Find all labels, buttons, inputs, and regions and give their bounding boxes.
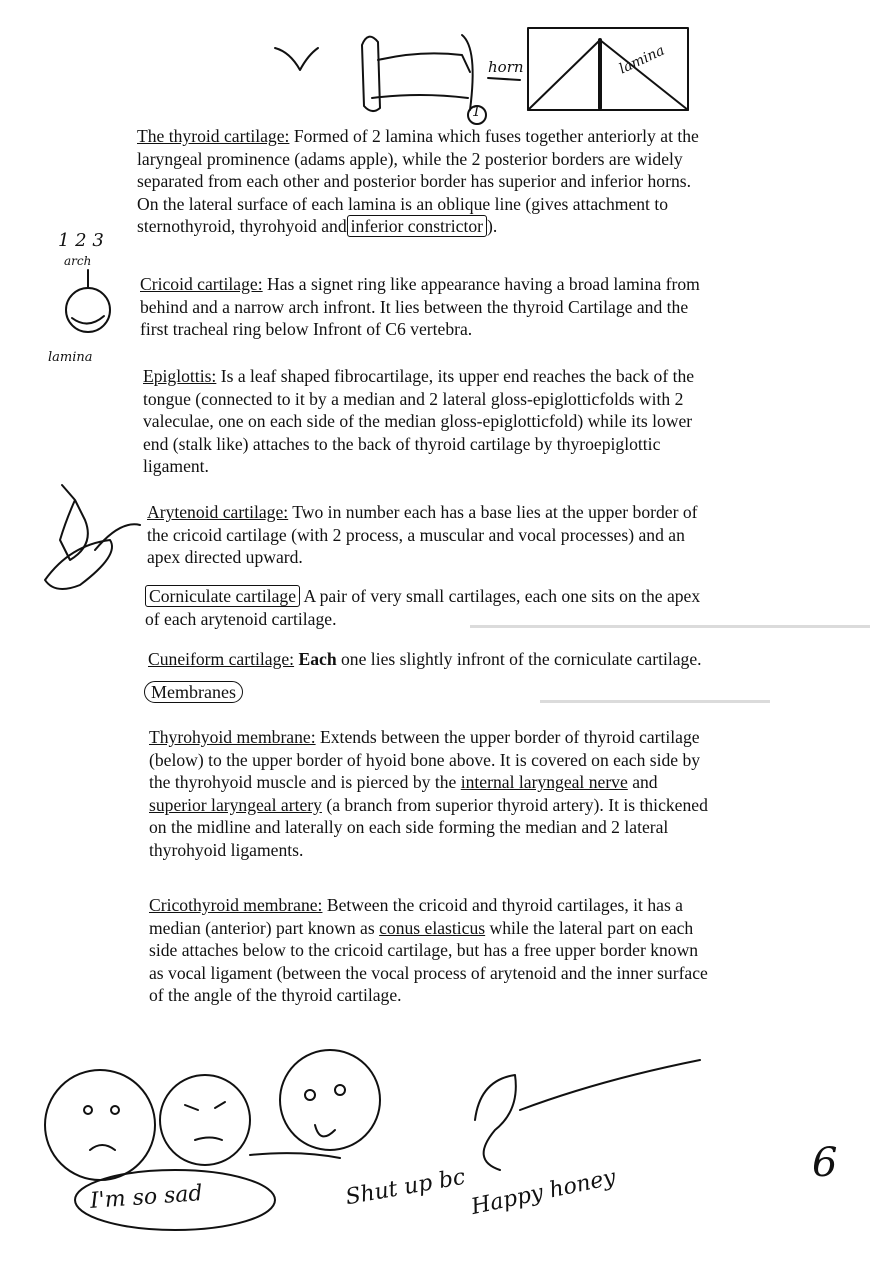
thyroid-line-1 bbox=[137, 125, 857, 148]
term-arytenoid-cartilage: Arytenoid cartilage: bbox=[147, 502, 289, 522]
paragraph-cuneiform-cartilage bbox=[148, 648, 868, 671]
scan-noise bbox=[470, 625, 870, 628]
angry-face-doodle bbox=[160, 1075, 250, 1165]
cricothyroid-line-1-text: Between the cricoid and thyroid cartilages, it has a bbox=[322, 895, 683, 915]
sad-face-eye-right bbox=[111, 1106, 119, 1114]
heading-membranes-text: Membranes bbox=[144, 681, 243, 703]
cricoid-ring-sketch bbox=[66, 288, 110, 332]
thyrohyoid-line-4-post: (a branch from superior thyroid artery). It is thickened bbox=[321, 794, 708, 815]
cuneiform-line-1 bbox=[148, 648, 868, 671]
arytenoid-line-2: the cricoid cartilage (with 2 process, a muscular and vocal processes) and an bbox=[147, 524, 685, 545]
handwritten-shut-up: Shut up bc bbox=[343, 1164, 468, 1211]
thyrohyoid-line-3-post: and bbox=[627, 772, 658, 793]
epiglottis-line-2: tongue (connected to it by a median and 2 lateral gloss-epiglotticfolds with 2 bbox=[143, 388, 684, 409]
arytenoid-line-1-text: Two in number each has a base lies at the upper border of bbox=[288, 502, 698, 522]
paragraph-arytenoid-cartilage bbox=[147, 501, 867, 569]
cricoid-line-1-text: Has a signet ring like appearance having a broad lamina from bbox=[262, 274, 700, 294]
sad-face-mouth bbox=[90, 1145, 115, 1150]
handwritten-number-1: 1 bbox=[472, 104, 481, 120]
boxed-inferior-constrictor: inferior constrictor bbox=[347, 215, 487, 237]
corniculate-line-1-text: A pair of very small cartilages, each one sits on the apex bbox=[300, 586, 701, 606]
thyrohyoid-line-3-pre: the thyrohyoid muscle and is pierced by the bbox=[149, 772, 461, 793]
happy-swirl bbox=[475, 1075, 516, 1170]
angry-face-eyes bbox=[185, 1102, 225, 1110]
cricothyroid-line-5: of the angle of the thyroid cartilage. bbox=[149, 985, 402, 1006]
corniculate-line-1 bbox=[145, 585, 865, 608]
thyrohyoid-line-1-text: Extends between the upper border of thyroid cartilage bbox=[315, 727, 700, 747]
cricothyroid-line-4: as vocal ligament (between the vocal process of arytenoid and the inner surface bbox=[149, 962, 708, 983]
tongue-face-tongue bbox=[315, 1125, 335, 1136]
corniculate-line-2: of each arytenoid cartilage. bbox=[145, 608, 337, 629]
thyroid-line-2: laryngeal prominence (adams apple), while the 2 posterior borders are widely bbox=[137, 148, 683, 169]
handwritten-sad: I'm so sad bbox=[89, 1181, 204, 1214]
tongue-face-eye-left bbox=[305, 1090, 315, 1100]
paragraph-thyrohyoid-membrane bbox=[149, 726, 869, 862]
thyrohyoid-line-4 bbox=[149, 794, 869, 817]
cricothyroid-line-2-post: while the lateral part on each bbox=[485, 917, 694, 938]
angry-face-mouth bbox=[195, 1138, 222, 1141]
heading-membranes bbox=[144, 682, 243, 703]
thyroid-line-5-post: ). bbox=[487, 216, 498, 237]
book-diagram-box bbox=[528, 28, 688, 110]
term-cricothyroid-membrane: Cricothyroid membrane: bbox=[149, 895, 323, 915]
epiglottis-line-1 bbox=[143, 365, 863, 388]
top-scribble-line bbox=[275, 48, 318, 70]
paragraph-thyroid-cartilage bbox=[137, 125, 857, 238]
sad-face-doodle bbox=[45, 1070, 155, 1180]
arytenoid-line-1 bbox=[147, 501, 867, 524]
paragraph-epiglottis bbox=[143, 365, 863, 478]
epiglottis-line-4: end (stalk like) attaches to the back of thyroid cartilage by thyroepiglottic bbox=[143, 433, 661, 454]
term-cricoid-cartilage: Cricoid cartilage: bbox=[140, 274, 263, 294]
cuneiform-bold-each: Each bbox=[294, 649, 337, 669]
thyroid-line-3: separated from each other and posterior border has superior and inferior horns. bbox=[137, 171, 691, 192]
sad-face-eye-left bbox=[84, 1106, 92, 1114]
arytenoid-sketch-arm bbox=[95, 524, 140, 550]
thyroid-sketch-lamina bbox=[362, 37, 380, 111]
cricoid-line-3: first tracheal ring below Infront of C6 vertebra. bbox=[140, 319, 473, 340]
handwritten-arch: arch bbox=[64, 254, 92, 268]
cricoid-ring-inner bbox=[72, 316, 104, 324]
thyroid-line-4: On the lateral surface of each lamina is an oblique line (gives attachment to bbox=[137, 193, 669, 214]
arytenoid-sketch-base bbox=[45, 540, 112, 589]
thyroid-line-5-pre: sternothyroid, thyrohyoid and bbox=[137, 216, 347, 237]
term-superior-laryngeal-artery: superior laryngeal artery bbox=[149, 794, 322, 815]
happy-arrow-line bbox=[520, 1060, 700, 1110]
term-thyrohyoid-membrane: Thyrohyoid membrane: bbox=[149, 727, 316, 747]
cricothyroid-line-2-pre: median (anterior) part known as bbox=[149, 917, 380, 938]
arytenoid-line-3: apex directed upward. bbox=[147, 547, 303, 568]
term-conus-elasticus: conus elasticus bbox=[379, 917, 486, 938]
thyroid-sketch-bar bbox=[378, 53, 470, 72]
thyroid-line-1-text: Formed of 2 lamina which fuses together anteriorly at the bbox=[289, 126, 699, 146]
handwritten-happy: Happy honey bbox=[469, 1164, 618, 1221]
epiglottis-line-1-text: Is a leaf shaped fibrocartilage, its upper end reaches the back of the bbox=[216, 366, 695, 386]
arytenoid-sketch bbox=[60, 485, 88, 560]
paragraph-cricothyroid-membrane bbox=[149, 894, 869, 1007]
thyrohyoid-line-5: on the midline and laterally on each side forming the median and 2 lateral bbox=[149, 817, 669, 838]
handwritten-1-2-3: 1 2 3 bbox=[58, 230, 104, 251]
epiglottis-line-3: valeculae, one on each side of the median gloss-epiglotticfold) while its lower bbox=[143, 411, 693, 432]
handwritten-lamina-top: lamina bbox=[616, 42, 668, 78]
handwritten-six: 6 bbox=[812, 1140, 838, 1186]
mid-scribble bbox=[250, 1153, 340, 1158]
thyrohyoid-line-3 bbox=[149, 771, 869, 794]
term-internal-laryngeal-nerve: internal laryngeal nerve bbox=[460, 772, 628, 793]
thyrohyoid-line-2: (below) to the upper border of hyoid bone above. It is covered on each side by bbox=[149, 749, 701, 770]
paragraph-cricoid-cartilage bbox=[140, 273, 860, 341]
term-epiglottis: Epiglottis: bbox=[143, 366, 217, 386]
thyroid-sketch-right bbox=[462, 35, 473, 110]
cricothyroid-line-2 bbox=[149, 917, 869, 940]
cricothyroid-line-3: side attaches below to the cricoid cartilage, but has a free upper border known bbox=[149, 940, 699, 961]
horn-underline bbox=[488, 78, 520, 80]
handwritten-lamina-side: lamina bbox=[48, 350, 93, 365]
thyrohyoid-line-6: thyrohyoid ligaments. bbox=[149, 839, 304, 860]
term-cuneiform-cartilage: Cuneiform cartilage: bbox=[148, 649, 295, 669]
thyrohyoid-line-1 bbox=[149, 726, 869, 749]
paragraph-corniculate-cartilage bbox=[145, 585, 865, 630]
cricothyroid-line-1 bbox=[149, 894, 869, 917]
cuneiform-line-1-text: one lies slightly infront of the corniculate cartilage. bbox=[336, 649, 702, 669]
term-corniculate-cartilage: Corniculate cartilage bbox=[145, 585, 300, 607]
thyroid-line-5 bbox=[137, 215, 857, 238]
epiglottis-line-5: ligament. bbox=[143, 456, 209, 477]
term-thyroid-cartilage: The thyroid cartilage: bbox=[137, 126, 290, 146]
cricoid-line-2: behind and a narrow arch infront. It lies between the thyroid Cartilage and the bbox=[140, 296, 689, 317]
scan-noise bbox=[540, 700, 770, 703]
thyroid-sketch-bottom bbox=[372, 95, 468, 98]
handwritten-horn: horn bbox=[488, 58, 524, 76]
cricoid-line-1 bbox=[140, 273, 860, 296]
tongue-face-doodle bbox=[280, 1050, 380, 1150]
tongue-face-eye-right bbox=[335, 1085, 345, 1095]
